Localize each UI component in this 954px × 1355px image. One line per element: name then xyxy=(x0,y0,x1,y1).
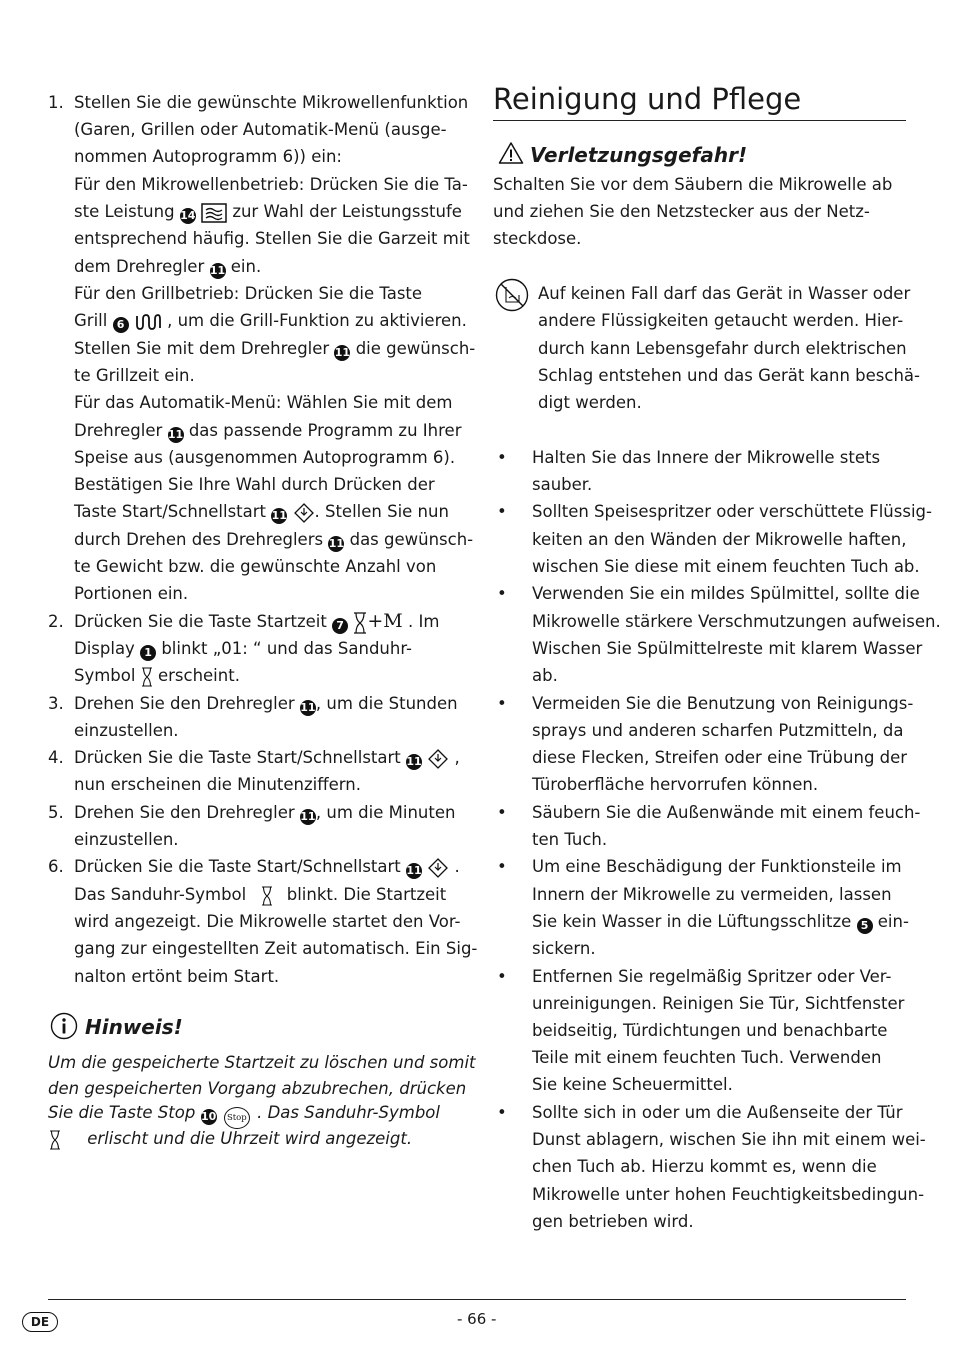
list-item: Um eine Beschädigung der Funktionsteile im xyxy=(532,857,902,876)
no-water-immersion-icon xyxy=(495,278,529,312)
step-number: 2. xyxy=(48,612,64,631)
list-item: Verwenden Sie ein mildes Spülmittel, sollte die xyxy=(532,584,920,603)
ref-number-badge: 11 xyxy=(167,428,184,441)
ref-number-badge: 7 xyxy=(332,618,348,634)
warning-triangle-icon xyxy=(498,141,524,165)
bullet-marker: • xyxy=(497,857,507,876)
bullet-marker: • xyxy=(497,803,507,822)
start-diamond-icon xyxy=(427,857,449,879)
start-diamond-icon xyxy=(427,748,449,770)
ref-number-badge: 14 xyxy=(180,209,196,222)
bullet-marker: • xyxy=(497,584,507,603)
warning-title: Verletzungsgefahr! xyxy=(530,143,748,167)
ref-number-badge: 11 xyxy=(271,509,287,522)
ref-number-badge: 11 xyxy=(334,346,351,359)
list-item: Halten Sie das Innere der Mikrowelle stets xyxy=(532,448,881,467)
bullet-marker: • xyxy=(497,967,507,986)
step-number: 4. xyxy=(48,748,64,767)
hourglass-icon xyxy=(252,886,282,906)
step-number: 5. xyxy=(48,803,64,822)
footer-divider xyxy=(48,1299,906,1300)
ref-number-badge: 11 xyxy=(300,701,316,714)
language-badge: DE xyxy=(22,1312,58,1332)
hourglass-icon xyxy=(141,667,153,687)
start-diamond-icon xyxy=(293,502,315,524)
bullet-marker: • xyxy=(497,1103,507,1122)
ref-number-badge: 11 xyxy=(406,755,422,768)
step-number: 6. xyxy=(48,857,64,876)
ref-number-badge: 11 xyxy=(328,537,344,550)
step-number: 3. xyxy=(48,694,64,713)
ref-number-badge: 11 xyxy=(406,864,422,877)
ref-number-badge: 6 xyxy=(113,317,129,333)
bullet-marker: • xyxy=(497,502,507,521)
stop-button-icon: Stop xyxy=(224,1107,250,1129)
list-item: Entfernen Sie regelmäßig Spritzer oder Ver- xyxy=(532,967,892,986)
step-number: 1. xyxy=(48,93,64,112)
info-icon xyxy=(50,1012,78,1040)
ref-number-badge: 10 xyxy=(200,1110,217,1123)
list-item: Vermeiden Sie die Benutzung von Reinigungs- xyxy=(532,694,914,713)
ref-number-badge: 11 xyxy=(209,264,226,277)
bullet-marker: • xyxy=(497,694,507,713)
hourglass-icon xyxy=(48,1130,62,1150)
ref-number-badge: 11 xyxy=(300,810,316,823)
list-item: Säubern Sie die Außenwände mit einem feuch- xyxy=(532,803,921,822)
bullet-marker: • xyxy=(497,448,507,467)
hourglass-icon xyxy=(353,612,367,634)
list-item: Sollten Speisespritzer oder verschüttete Flüssig- xyxy=(532,502,932,521)
power-level-icon xyxy=(201,203,227,223)
page-title: Reinigung und Pflege xyxy=(493,82,802,116)
title-divider xyxy=(493,120,906,121)
page-number: - 66 - xyxy=(457,1310,497,1328)
grill-icon xyxy=(134,313,162,331)
ref-number-badge: 1 xyxy=(140,645,156,661)
list-item: Sollte sich in oder um die Außenseite der Tür xyxy=(532,1103,903,1122)
hint-title: Hinweis! xyxy=(85,1015,183,1039)
ref-number-badge: 5 xyxy=(857,918,873,934)
